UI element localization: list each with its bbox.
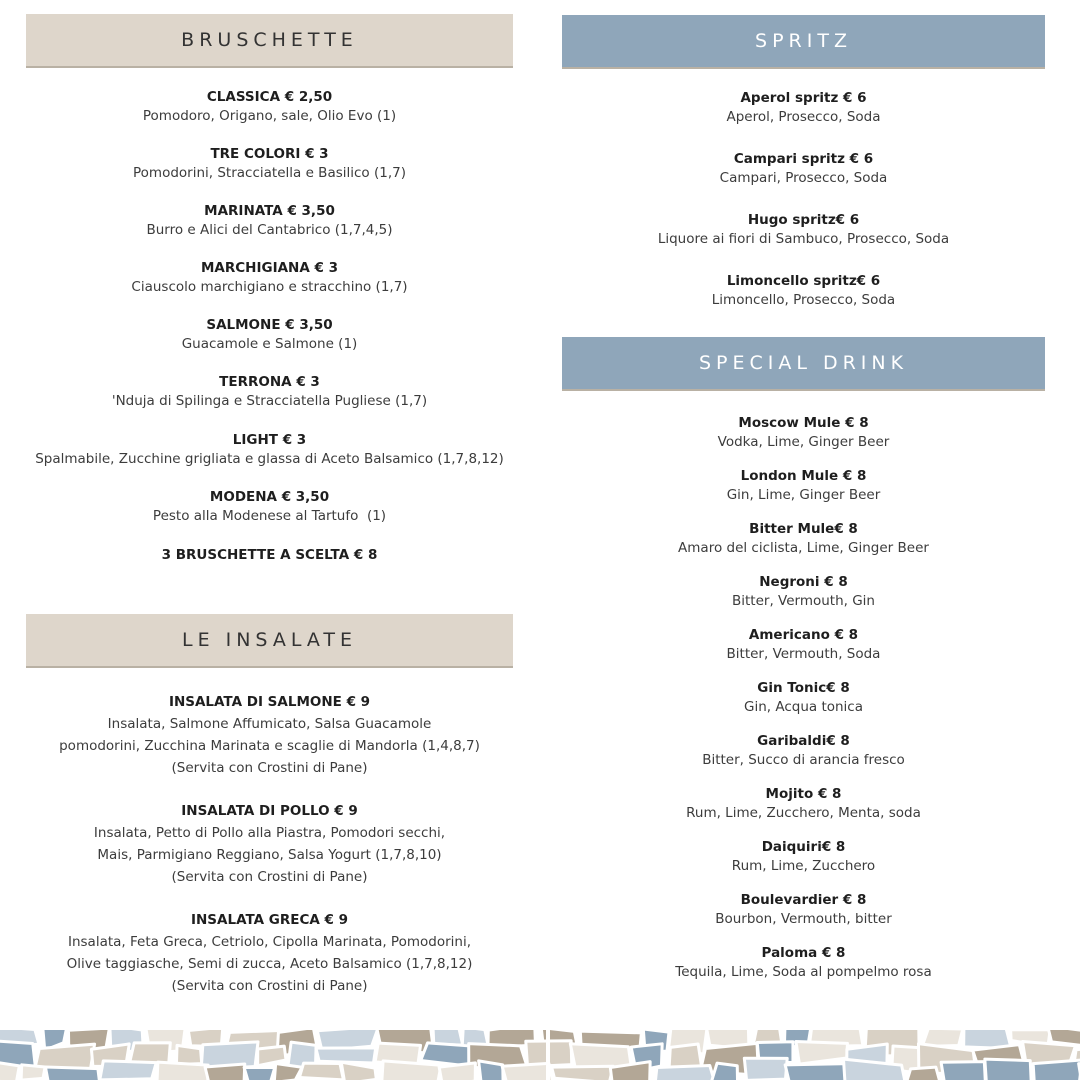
item-desc: Gin, Lime, Ginger Beer	[726, 487, 881, 503]
item-desc: Gin, Acqua tonica	[743, 699, 863, 715]
mosaic-border	[0, 1030, 1080, 1080]
mosaic-tile	[711, 1063, 737, 1080]
mosaic-tile	[421, 1043, 472, 1066]
menu-item	[26, 800, 513, 888]
mosaic-tile	[0, 1062, 19, 1080]
item-desc: Guacamole e Salmone (1)	[181, 336, 358, 352]
mosaic-tile	[439, 1063, 475, 1080]
menu-item	[26, 259, 513, 297]
item-name: Aperol spritz € 6	[740, 90, 867, 106]
mosaic-tile	[502, 1063, 553, 1080]
item-name: Paloma € 8	[761, 945, 846, 961]
menu-item	[26, 488, 513, 526]
mosaic-tile	[904, 1067, 941, 1080]
mosaic-tile	[785, 1064, 847, 1080]
menu-item	[26, 691, 513, 779]
item-name: SALMONE € 3,50	[206, 317, 333, 333]
item-name: CLASSICA € 2,50	[206, 89, 333, 105]
section-header-spritz	[562, 15, 1045, 69]
mosaic-tile	[205, 1064, 245, 1080]
mosaic-tile	[744, 1058, 787, 1080]
item-name: INSALATA DI SALMONE € 9	[168, 694, 371, 710]
item-name: Garibaldi€ 8	[757, 733, 850, 749]
item-desc: Limoncello, Prosecco, Soda	[711, 292, 896, 308]
section-title: SPRITZ	[755, 30, 852, 52]
item-desc: Insalata, Petto di Pollo alla Piastra, Pomodori secchi, Mais, Parmigiano Reggiano, Salsa Yogurt (1,7,8,10) (Servita con Crostini di Pane)	[93, 825, 446, 885]
menu-item	[26, 546, 513, 565]
item-name: MARCHIGIANA € 3	[201, 260, 338, 276]
item-desc: Pesto alla Modenese al Tartufo (1)	[152, 508, 387, 524]
section-title: BRUSCHETTE	[181, 29, 358, 51]
item-desc: Insalata, Salmone Affumicato, Salsa Guacamole pomodorini, Zucchina Marinata e scaglie di Mandorla (1,4,8,7) (Servita con Crostini di Pane)	[59, 716, 480, 776]
mosaic-tile	[21, 1065, 45, 1080]
item-name: TRE COLORI € 3	[210, 146, 329, 162]
mosaic-tile	[157, 1062, 208, 1080]
mosaic-tile	[45, 1067, 100, 1080]
item-name: Boulevardier € 8	[740, 892, 867, 908]
item-name: LIGHT € 3	[232, 432, 307, 448]
item-name: MODENA € 3,50	[209, 489, 330, 505]
menu-item	[562, 520, 1045, 558]
item-name: Hugo spritz€ 6	[747, 212, 860, 228]
mosaic-tile	[985, 1059, 1031, 1080]
menu-item	[562, 891, 1045, 929]
menu-item	[562, 272, 1045, 310]
item-name: Americano € 8	[748, 627, 859, 643]
mosaic-tile	[316, 1048, 376, 1063]
item-desc: Bitter, Vermouth, Gin	[731, 593, 875, 609]
item-name: MARINATA € 3,50	[204, 203, 335, 219]
menu-item	[26, 145, 513, 183]
item-desc: Bourbon, Vermouth, bitter	[715, 911, 892, 927]
mosaic-tile	[381, 1061, 441, 1080]
item-name: London Mule € 8	[740, 468, 867, 484]
item-desc: Bitter, Succo di arancia fresco	[702, 752, 905, 768]
item-name: 3 BRUSCHETTE A SCELTA € 8	[161, 547, 378, 563]
mosaic-tile	[552, 1066, 614, 1080]
item-name: INSALATA GRECA € 9	[190, 912, 349, 928]
menu-item	[26, 909, 513, 997]
menu-item	[26, 316, 513, 354]
mosaic-tile	[299, 1063, 343, 1080]
item-name: Negroni € 8	[759, 574, 848, 590]
item-desc: Insalata, Feta Greca, Cetriolo, Cipolla Marinata, Pomodorini, Olive taggiasche, Semi di zucca, Aceto Balsamico (1,7,8,12) (Servita con Crostini di Pane)	[66, 934, 473, 994]
section-header-special-drink	[562, 337, 1045, 391]
menu-item	[562, 89, 1045, 127]
item-desc: Amaro del ciclista, Lime, Ginger Beer	[678, 540, 929, 556]
item-desc: Vodka, Lime, Ginger Beer	[717, 434, 890, 450]
menu-item	[26, 431, 513, 469]
item-name: TERRONA € 3	[219, 374, 320, 390]
item-desc: Aperol, Prosecco, Soda	[726, 109, 881, 125]
menu-item	[562, 785, 1045, 823]
item-name: Gin Tonic€ 8	[757, 680, 850, 696]
item-name: INSALATA DI POLLO € 9	[181, 803, 358, 819]
item-desc: 'Nduja di Spilinga e Stracciatella Pugliese (1,7)	[111, 393, 428, 409]
section-header-bruschette	[26, 14, 513, 68]
menu-item	[26, 373, 513, 411]
menu-item	[562, 467, 1045, 505]
item-name: Limoncello spritz€ 6	[726, 273, 881, 289]
item-desc: Pomodoro, Origano, sale, Olio Evo (1)	[142, 108, 397, 124]
menu-item	[562, 211, 1045, 249]
menu-item	[562, 573, 1045, 611]
item-desc: Ciauscolo marchigiano e stracchino (1,7)	[131, 279, 408, 295]
item-desc: Tequila, Lime, Soda al pompelmo rosa	[675, 964, 932, 980]
item-desc: Campari, Prosecco, Soda	[719, 170, 888, 186]
menu-item	[562, 679, 1045, 717]
mosaic-tile	[244, 1067, 275, 1080]
mosaic-tile	[1033, 1060, 1080, 1080]
item-name: Moscow Mule € 8	[738, 415, 869, 431]
item-desc: Burro e Alici del Cantabrico (1,7,4,5)	[146, 222, 393, 238]
item-desc: Spalmabile, Zucchine grigliata e glassa di Aceto Balsamico (1,7,8,12)	[35, 451, 504, 467]
menu-item	[562, 626, 1045, 664]
mosaic-tile	[654, 1065, 716, 1080]
mosaic-tile	[100, 1061, 156, 1080]
item-name: Campari spritz € 6	[733, 151, 874, 167]
mosaic-divider	[546, 1030, 550, 1080]
section-title: SPECIAL DRINK	[698, 352, 909, 374]
item-name: Bitter Mule€ 8	[749, 521, 858, 537]
menu-item	[26, 88, 513, 126]
mosaic-tile	[941, 1062, 986, 1080]
section-header-insalate	[26, 614, 513, 668]
mosaic-tile	[176, 1045, 201, 1064]
item-desc: Rum, Lime, Zucchero, Menta, soda	[686, 805, 921, 821]
mosaic-tile	[479, 1061, 503, 1080]
menu-item	[562, 732, 1045, 770]
menu-item	[562, 414, 1045, 452]
section-title: LE INSALATE	[181, 629, 357, 651]
item-name: Mojito € 8	[765, 786, 842, 802]
item-desc: Bitter, Vermouth, Soda	[726, 646, 881, 662]
item-desc: Pomodorini, Stracciatella e Basilico (1,7)	[133, 165, 406, 181]
item-desc: Liquore ai fiori di Sambuco, Prosecco, Soda	[657, 231, 950, 247]
menu-item	[562, 838, 1045, 876]
menu-item	[26, 202, 513, 240]
mosaic-pattern	[0, 1030, 1080, 1080]
menu-item	[562, 944, 1045, 982]
item-name: Daiquiri€ 8	[761, 839, 846, 855]
item-desc: Rum, Lime, Zucchero	[731, 858, 876, 874]
menu-item	[562, 150, 1045, 188]
